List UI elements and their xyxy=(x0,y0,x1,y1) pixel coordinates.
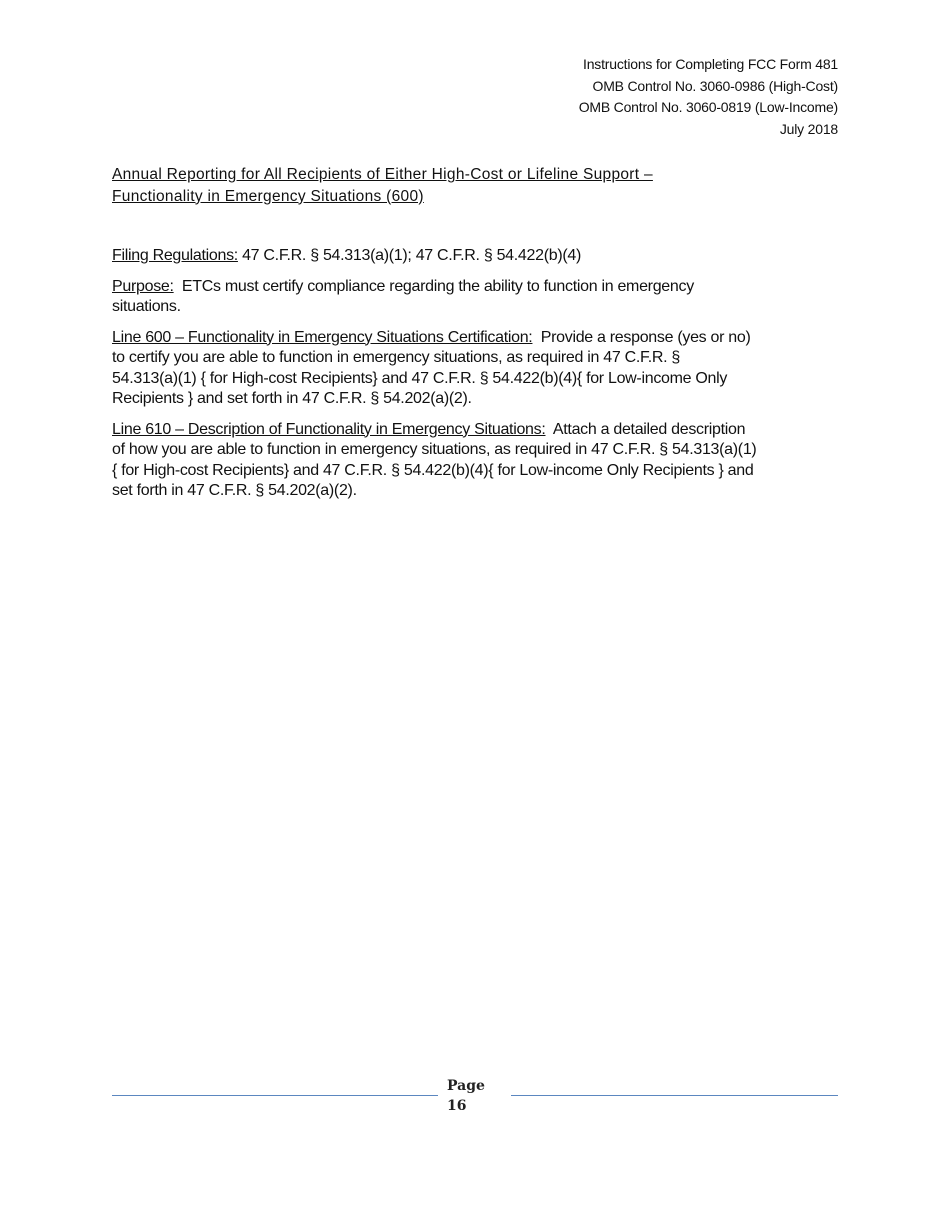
line-600-text-line-4: Recipients } and set forth in 47 C.F.R. § 54.202(a)(2). xyxy=(112,390,472,407)
section-title xyxy=(112,164,832,207)
filing-regulations-text: 47 C.F.R. § 54.313(a)(1); 47 C.F.R. § 54.422(b)(4) xyxy=(237,247,582,264)
page-number: 16 xyxy=(447,1098,467,1114)
footer-rule-left xyxy=(112,1095,438,1096)
purpose-text-line-1: ETCs must certify compliance regarding the ability to function in emergency xyxy=(173,277,694,295)
line-600-text-line-3: 54.313(a)(1) { for High-cost Recipients} and 47 C.F.R. § 54.422(b)(4){ for Low-income Only xyxy=(112,369,728,387)
line-610-text-line-1: Attach a detailed description xyxy=(545,420,746,438)
line-610-text-line-2: of how you are able to function in emergency situations, as required in 47 C.F.R. § 54.313(a)(1) xyxy=(112,441,757,458)
filing-regulations-label: Filing Regulations: xyxy=(112,247,238,264)
header-omb-high-cost: OMB Control No. 3060-0986 (High-Cost) xyxy=(592,77,838,94)
section-title-line-2: Functionality in Emergency Situations (600) xyxy=(112,187,424,205)
line-600-paragraph xyxy=(112,328,840,410)
line-610-paragraph xyxy=(112,420,840,502)
section-title-line-1: Annual Reporting for All Recipients of Either High-Cost or Lifeline Support – xyxy=(112,166,653,183)
line-600-text-line-1: Provide a response (yes or no) xyxy=(532,328,751,346)
document-header xyxy=(579,54,838,140)
header-form-title: Instructions for Completing FCC Form 481 xyxy=(583,56,838,72)
document-body xyxy=(112,246,840,512)
footer-rule-right xyxy=(511,1095,838,1096)
line-610-text-line-4: set forth in 47 C.F.R. § 54.202(a)(2). xyxy=(112,482,357,499)
header-omb-low-income: OMB Control No. 3060-0819 (Low-Income) xyxy=(578,99,838,115)
filing-regulations-paragraph xyxy=(112,246,840,267)
line-610-label: Line 610 – Description of Functionality in Emergency Situations: xyxy=(112,420,546,438)
line-600-text-line-2: to certify you are able to function in emergency situations, as required in 47 C.F.R. § xyxy=(112,349,680,366)
line-610-text-line-3: { for High-cost Recipients} and 47 C.F.R. § 54.422(b)(4){ for Low-income Only Recipients } and xyxy=(112,461,754,479)
purpose-label: Purpose: xyxy=(112,277,174,295)
header-date: July 2018 xyxy=(779,120,838,137)
page-footer xyxy=(112,1074,838,1124)
page-number-label xyxy=(447,1076,485,1116)
page-word: Page xyxy=(447,1078,485,1094)
purpose-text-line-2: situations. xyxy=(112,298,181,315)
line-600-label: Line 600 – Functionality in Emergency Situations Certification: xyxy=(112,328,533,346)
purpose-paragraph xyxy=(112,277,840,318)
